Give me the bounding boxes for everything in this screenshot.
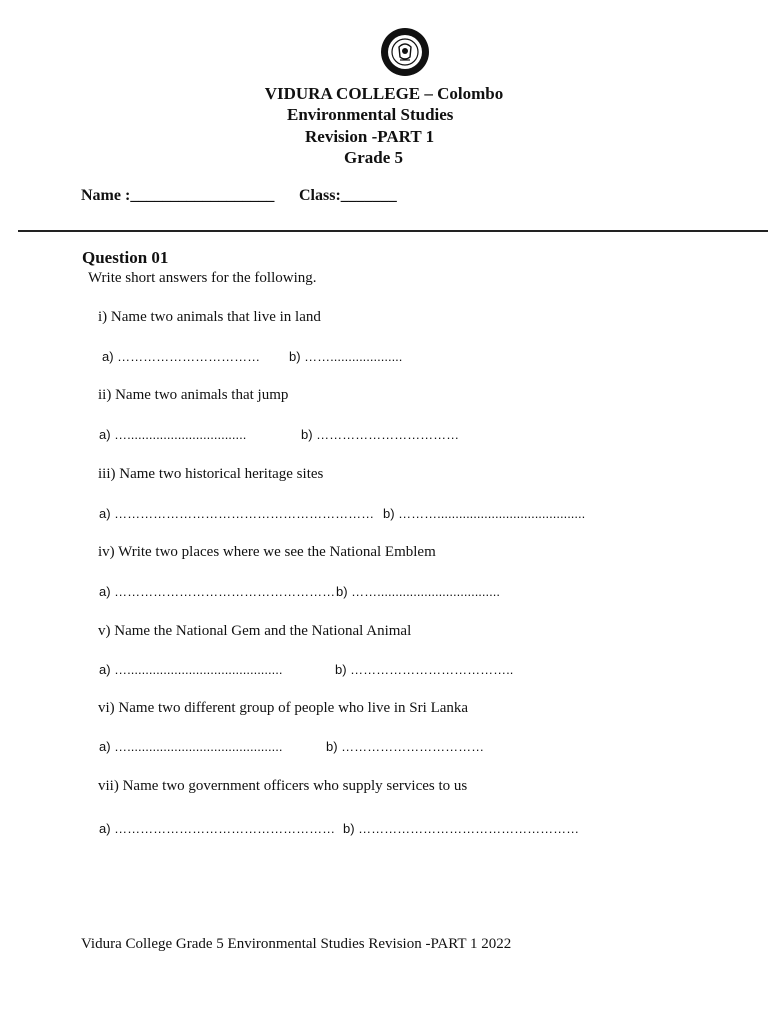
page-footer: Vidura College Grade 5 Environmental Studies Revision -PART 1 2022	[81, 936, 512, 952]
answer-b-field: b) ……….........................................	[383, 506, 586, 521]
question-instruction: Write short answers for the following.	[88, 270, 317, 286]
subject-title: Environmental Studies	[287, 105, 454, 124]
name-blank: __________________	[130, 187, 275, 204]
answer-b-field: b) ……………………………………………	[343, 821, 580, 836]
answer-a-field: a) ……………………………………………………	[99, 506, 375, 521]
class-blank: _______	[340, 187, 397, 204]
answer-a-field: a) ……………………………………………	[99, 584, 336, 599]
name-field	[81, 187, 274, 205]
school-crest-logo	[380, 27, 430, 77]
answer-a-field: a) ….................................	[99, 427, 247, 442]
answer-b-field: b) ……………………………	[301, 427, 460, 442]
item-prompt: v) Name the National Gem and the National Animal	[98, 623, 412, 639]
answer-a-field: a) …...........................................	[99, 739, 283, 754]
answer-b-field: b) ……………………………	[326, 739, 485, 754]
header-divider	[18, 230, 768, 232]
answer-b-field: b) ……..................................	[336, 584, 500, 599]
answer-b-field: b) ……....................	[289, 349, 403, 364]
school-title: VIDURA COLLEGE – Colombo	[264, 84, 504, 103]
item-prompt: iv) Write two places where we see the National Emblem	[98, 544, 436, 560]
grade-title: Grade 5	[344, 148, 404, 167]
item-prompt: vii) Name two government officers who supply services to us	[98, 778, 468, 794]
question-title: Question 01	[82, 248, 169, 267]
answer-a-field: a) ……………………………………………	[99, 821, 336, 836]
item-prompt: iii) Name two historical heritage sites	[98, 466, 324, 482]
answer-a-field: a) …...........................................	[99, 662, 283, 677]
answer-b-field: b) ………………………………..	[335, 662, 514, 677]
class-field	[299, 187, 397, 205]
item-prompt: vi) Name two different group of people who live in Sri Lanka	[98, 700, 469, 716]
answer-a-field: a) ……………………………	[102, 349, 261, 364]
class-label: Class:	[299, 187, 341, 204]
item-prompt: ii) Name two animals that jump	[98, 387, 289, 403]
name-label: Name :	[81, 187, 131, 204]
revision-title: Revision -PART 1	[305, 127, 435, 146]
item-prompt: i) Name two animals that live in land	[98, 309, 321, 325]
